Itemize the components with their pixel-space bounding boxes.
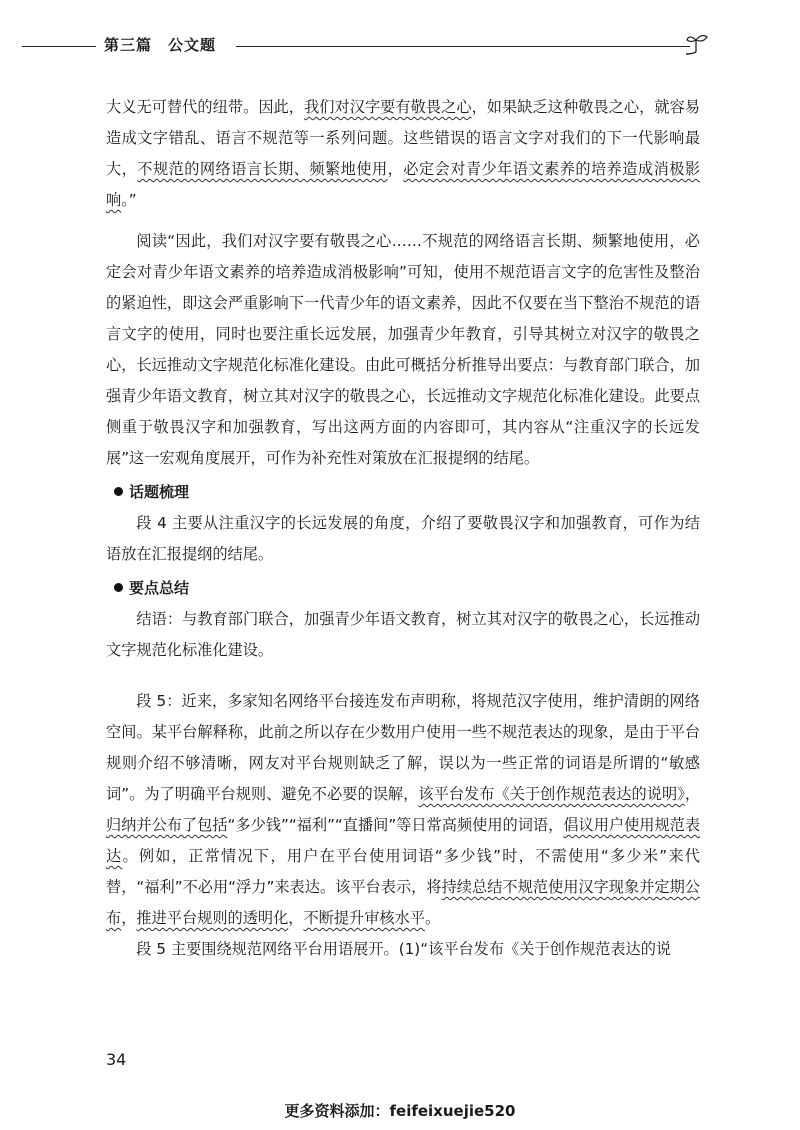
bullet-icon [114, 487, 123, 496]
page-content [106, 92, 700, 965]
header-rule-left [22, 46, 96, 47]
underlined-phrase: 必定会对青少年语文素养的培养造成消极影响 [106, 160, 701, 209]
paragraph-6: 段 5 主要围绕规范网络平台用语展开。(1)“该平台发布《关于创作规范表达的说 [136, 940, 672, 958]
header-title [104, 34, 232, 55]
underlined-phrase: 我们对汉字要有敬畏之心 [304, 98, 472, 116]
paragraph-2: 阅读“因此，我们对汉字要有敬畏之心……不规范的网络语言长期、频繁地使用，必定会对青少年语文素养的培养造成消极影响”可知，使用不规范语言文字的危害性及整治的紧迫性，即这会严重影响下一代青少年的语文素养，因此不仅要在当下整治不规范的语言文字的使用，同时也要注重长远发展，加强青少年教育，引导其树立对汉字的敬畏之心，长远推动文字规范化标准化建设。由此可概括分析推导出要点：与教育部门联合，加强青少年语文教育，树立其对汉字的敬畏之心，长远推动文字规范化标准化建设。此要点侧重于敬畏汉字和加强教育，写出这两方面的内容即可，其内容从“注重汉字的长远发展”这一宏观角度展开，可作为补充性对策放在汇报提纲的结尾。 [106, 232, 700, 467]
paragraph-5: 段 5：近来，多家知名网络平台接连发布声明称，将规范汉字使用，维护清朗的网络空间。某平台解释称，此前之所以存在少数用户使用一些不规范表达的现象，是由于平台规则介绍不够清晰，网友对平台规则缺乏了解，误以为一些正常的词语是所谓的“敏感词”。为了明确平台规则、避免不必要的误解，该平台发布《关于创作规范表达的说明》，归纳并公布了包括“多少钱”“福利”“直播间”等日常高频使用的词语，倡议用户使用规范表达。例如，正常情况下，用户在平台使用词语“多少钱”时，不需使用“多少米”来代替，“福利”不必用“浮力”来表达。该平台表示，将持续总结不规范使用汉字现象并定期公布，推进平台规则的透明化，不断提升审核水平。 [106, 692, 701, 927]
underlined-phrase: 推进平台规则的透明化 [136, 909, 289, 927]
underlined-phrase: 不规范的网络语言长期、频繁地使用 [137, 160, 388, 178]
paragraph-4: 结语：与教育部门联合，加强青少年语文教育，树立其对汉字的敬畏之心，长远推动文字规范化标准化建设。 [106, 610, 700, 659]
underlined-phrase: 持续总结不规范使用汉字现象并定期公布 [106, 878, 700, 927]
underlined-phrase: 不断提升审核水平 [303, 909, 425, 927]
header-rule-right [236, 46, 690, 47]
underlined-phrase: 该平台发布《关于创作规范表达的说明》 [418, 785, 685, 803]
paragraph-3: 段 4 主要从注重汉字的长远发展的角度，介绍了要敬畏汉字和加强教育，可作为结语放在汇报提纲的结尾。 [106, 514, 700, 563]
sprout-icon [684, 32, 710, 58]
bullet-icon [114, 583, 123, 592]
paragraph-1: 大义无可替代的纽带。因此，我们对汉字要有敬畏之心，如果缺乏这种敬畏之心，就容易造成文字错乱、语言不规范等一系列问题。这些错误的语言文字对我们的下一代影响最大，不规范的网络语言长期、频繁地使用，必定会对青少年语文素养的培养造成消极影响。” [106, 98, 701, 209]
underlined-phrase: 倡议用户使用规范表达 [106, 816, 701, 865]
underlined-phrase: 归纳并公布了包括 [106, 816, 228, 834]
page-number: 34 [106, 1050, 127, 1069]
section-heading-summary: 要点总结 [106, 572, 700, 604]
section-heading-topic: 话题梳理 [106, 476, 700, 508]
header-section: 公文题 [168, 36, 217, 54]
footer-note: 更多资料添加：feifeixuejie520 [284, 1102, 516, 1120]
page-header [0, 30, 800, 60]
header-part: 第三篇 [104, 36, 153, 54]
